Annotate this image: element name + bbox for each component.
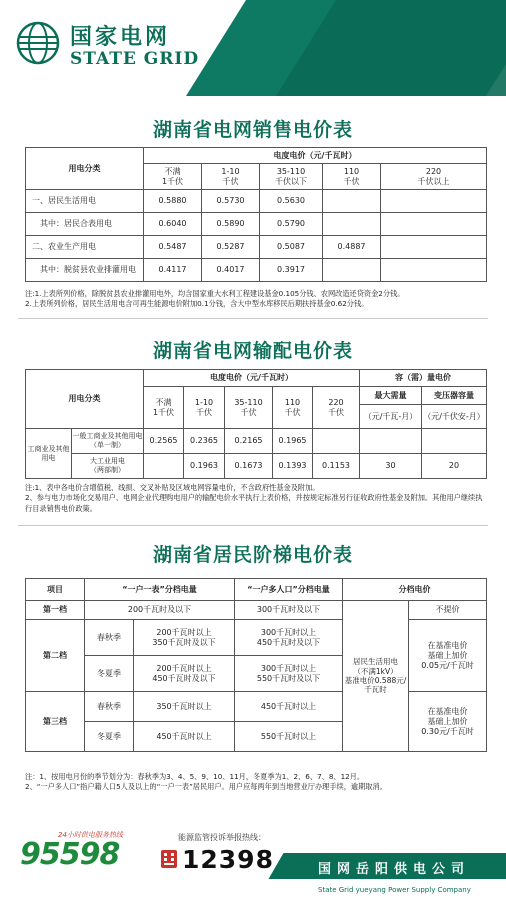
row-label: 一般工商业及其他用电 （单一制） (72, 429, 144, 454)
sales-col-header: 35-110 千伏以下 (260, 164, 323, 190)
sales-col-header: 不满 1千伏 (144, 164, 202, 190)
table-row (26, 259, 487, 282)
price-cell: 0.4017 (202, 259, 260, 282)
price-cell: 0.5087 (260, 236, 323, 259)
tier-price-cell: 在基准电价 基础上加价 0.30元/千瓦时 (409, 692, 487, 752)
tiered-title: 湖南省居民阶梯电价表 (152, 544, 353, 566)
price-cell: 0.1153 (313, 454, 360, 479)
price-cell: 0.5880 (144, 190, 202, 213)
company-name-cn: 国网岳阳供电公司 (318, 862, 471, 877)
tiered-notes (25, 772, 485, 793)
price-cell (144, 454, 184, 479)
sales-category-header: 用电分类 (26, 148, 144, 190)
price-cell: 0.6040 (144, 213, 202, 236)
season-label: 春秋季 (85, 692, 134, 722)
tier-cell: 350千瓦时以上 (134, 692, 235, 722)
transformer-capacity-unit: （元/千伏安-月） (422, 405, 487, 429)
row-label: 其中：脱贫县农业排灌用电 (26, 259, 144, 282)
tiered-table (25, 578, 487, 752)
capacity-group-header: 容（需）量电价 (360, 370, 487, 387)
sales-table (25, 147, 487, 282)
sales-price-group-header: 电度电价（元/千瓦时） (144, 148, 487, 164)
divider (18, 318, 488, 319)
capacity-cell: 30 (360, 454, 422, 479)
price-cell: 0.5790 (260, 213, 323, 236)
table-row (26, 692, 487, 722)
transformer-capacity-header: 变压器容量 (422, 387, 487, 405)
tier-cell: 300千瓦时及以下 (235, 601, 343, 620)
price-cell: 0.4887 (323, 236, 381, 259)
tier-cell: 200千瓦时及以下 (85, 601, 235, 620)
price-cell: 0.5630 (260, 190, 323, 213)
table-row (26, 454, 487, 479)
sales-col-header: 110 千伏 (323, 164, 381, 190)
tier-cell: 200千瓦时以上 450千瓦时及以下 (134, 656, 235, 692)
tier-price-cell: 在基准电价 基础上加价 0.05元/千瓦时 (409, 620, 487, 692)
brand-name-cn: 国家电网 (70, 25, 171, 50)
transmission-notes (25, 483, 485, 514)
transmission-col-header: 不满 1千伏 (144, 387, 184, 429)
row-label: 大工业用电 （两部制） (72, 454, 144, 479)
price-cell: 0.1673 (225, 454, 273, 479)
brand-name-en: STATE GRID (70, 49, 200, 69)
tier-price-header: 分档电价 (343, 579, 487, 601)
tier-label: 第一档 (26, 601, 85, 620)
page-header (0, 0, 506, 96)
company-name-en: State Grid yueyang Power Supply Company (318, 886, 471, 894)
note-line: 注:1.上表所列价格，除脱贫县农业排灌用电外，均含国家重大水利工程建设基金0.105分钱、农网改造还贷资金2分钱。 (25, 289, 405, 298)
capacity-cell (422, 429, 487, 454)
transmission-col-header: 1-10 千伏 (184, 387, 225, 429)
row-label: 一、居民生活用电 (26, 190, 144, 213)
item-header: 项目 (26, 579, 85, 601)
multi-person-header: “一户多人口”分档电量 (235, 579, 343, 601)
price-cell (381, 236, 487, 259)
tier-label: 第二档 (26, 620, 85, 692)
transmission-title: 湖南省电网输配电价表 (152, 340, 353, 362)
transmission-col-header: 35-110 千伏 (225, 387, 273, 429)
note-line: 2、“一户多人口”指户籍人口5人及以上的“一户一表”居民用户。用户应每两年到当地营业厅办理手续，逾期取消。 (25, 782, 387, 792)
price-cell: 0.2565 (144, 429, 184, 454)
price-cell: 0.3917 (260, 259, 323, 282)
tier-cell: 550千瓦时以上 (235, 722, 343, 752)
season-label: 春秋季 (85, 620, 134, 656)
season-label: 冬夏季 (85, 722, 134, 752)
group-label: 工商业及其他用电 (26, 429, 72, 479)
price-cell: 0.1393 (273, 454, 313, 479)
transmission-price-group-header: 电度电价（元/千瓦时） (144, 370, 360, 387)
season-label: 冬夏季 (85, 656, 134, 692)
price-cell (323, 190, 381, 213)
row-label: 其中：居民合表用电 (26, 213, 144, 236)
sales-title: 湖南省电网销售电价表 (152, 119, 353, 141)
price-cell: 0.1963 (184, 454, 225, 479)
table-row (26, 429, 487, 454)
transmission-col-header: 220 千伏 (313, 387, 360, 429)
single-meter-header: “一户一表”分档电量 (85, 579, 235, 601)
transmission-table (25, 369, 487, 479)
tier-cell: 450千瓦时以上 (235, 692, 343, 722)
table-row (26, 213, 487, 236)
max-demand-unit: （元/千瓦-月） (360, 405, 422, 429)
price-cell (313, 429, 360, 454)
sales-col-header: 220 千伏以上 (381, 164, 487, 190)
sales-col-header: 1-10 千伏 (202, 164, 260, 190)
page-footer (0, 815, 506, 900)
max-demand-header: 最大需量 (360, 387, 422, 405)
complaint-number: 12398 (182, 845, 274, 874)
tier-cell: 200千瓦时以上 350千瓦时及以下 (134, 620, 235, 656)
table-row (26, 190, 487, 213)
note-line: 2.上表所列价格，居民生活用电含可再生能源电价附加0.1分钱，含大中型水库移民后期扶持基金0.62分钱。 (25, 299, 369, 309)
price-cell: 0.5890 (202, 213, 260, 236)
price-cell: 0.2165 (225, 429, 273, 454)
price-cell (381, 190, 487, 213)
price-cell (381, 213, 487, 236)
hotline-caption: 24小时供电服务热线 (58, 831, 123, 839)
row-label: 二、农业生产用电 (26, 236, 144, 259)
sales-notes (25, 289, 485, 310)
note-line: 2、参与电力市场化交易用户、电网企业代理购电用户的输配电价水平执行上表价格，并按规定标准另行征收政府性基金及附加。其他用户继续执行目录销售电价政策。 (25, 493, 483, 513)
tier-cell: 300千瓦时以上 450千瓦时及以下 (235, 620, 343, 656)
table-row (26, 601, 487, 620)
transmission-category-header: 用电分类 (26, 370, 144, 429)
tier-cell: 300千瓦时以上 550千瓦时及以下 (235, 656, 343, 692)
price-cell: 0.2365 (184, 429, 225, 454)
divider (18, 525, 488, 526)
price-cell: 0.5287 (202, 236, 260, 259)
base-price-cell: 居民生活用电 （不满1kV） 基准电价0.588元/ 千瓦时 (343, 601, 409, 752)
table-row (26, 236, 487, 259)
state-grid-logo-icon (16, 21, 60, 65)
capacity-cell (360, 429, 422, 454)
price-cell (323, 213, 381, 236)
transmission-col-header: 110 千伏 (273, 387, 313, 429)
price-cell (381, 259, 487, 282)
price-cell: 0.4117 (144, 259, 202, 282)
price-cell: 0.5487 (144, 236, 202, 259)
tier-price-cell: 不提价 (409, 601, 487, 620)
complaint-hotline-icon (160, 849, 178, 869)
price-cell (323, 259, 381, 282)
note-line: 注:1、表中各电价含增值税、线损、交叉补贴及区域电网容量电价，不含政府性基金及附加。 (25, 483, 320, 492)
tier-label: 第三档 (26, 692, 85, 752)
price-cell: 0.1965 (273, 429, 313, 454)
tier-cell: 450千瓦时以上 (134, 722, 235, 752)
table-row (26, 620, 487, 656)
note-line: 注：1、按用电月份的季节划分为：春秋季为3、4、5、9、10、11月，冬夏季为1、2、6、7、8、12月。 (25, 772, 365, 781)
hotline-number: 95598 (20, 837, 120, 872)
complaint-caption: 能源监管投诉举报热线： (178, 833, 266, 842)
price-cell: 0.5730 (202, 190, 260, 213)
capacity-cell: 20 (422, 454, 487, 479)
